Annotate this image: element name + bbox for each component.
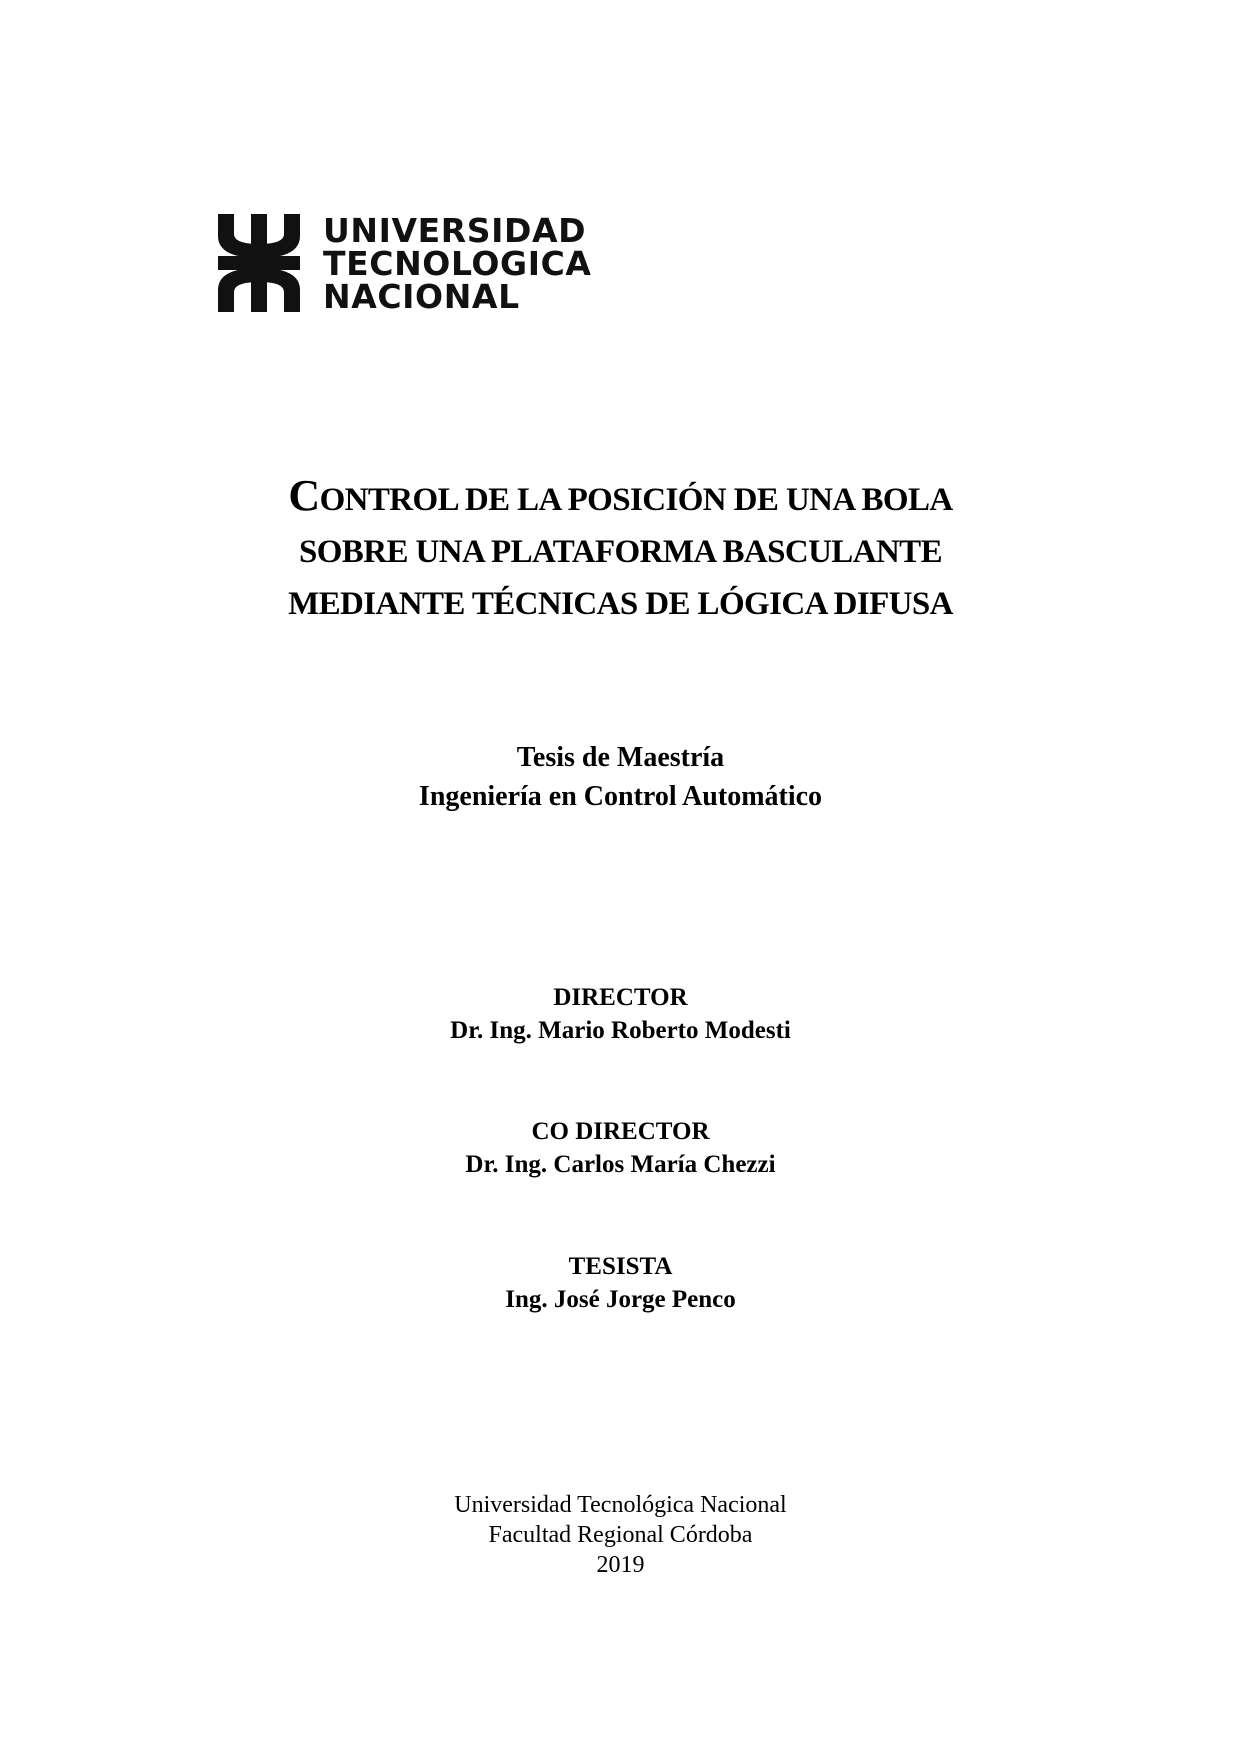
tesista-name: Ing. José Jorge Penco [505, 1286, 736, 1313]
utn-emblem-icon [218, 214, 300, 312]
logo-wordmark [323, 211, 592, 316]
institution-footer [0, 1490, 1241, 1580]
title-line-1 [0, 470, 1241, 526]
footer-year: 2019 [596, 1552, 645, 1578]
title-line-1-rest: ONTROL DE LA POSICIÓN DE UNA BOLA [319, 482, 953, 518]
director-role: DIRECTOR [553, 984, 688, 1011]
degree-type: Tesis de Maestría [516, 742, 725, 773]
thesis-title [0, 470, 1241, 630]
logo-line-1: UNIVERSIDAD [323, 211, 587, 250]
director-block [0, 981, 1241, 1047]
footer-university: Universidad Tecnológica Nacional [454, 1492, 787, 1518]
degree-subtitle [0, 738, 1241, 816]
tesista-role: TESISTA [568, 1253, 673, 1280]
tesista-block [0, 1250, 1241, 1316]
university-logo [218, 211, 638, 316]
codirector-name: Dr. Ing. Carlos María Chezzi [465, 1151, 776, 1178]
logo-line-2: TECNOLOGICA [323, 244, 592, 283]
degree-field: Ingeniería en Control Automático [418, 781, 823, 812]
codirector-role: CO DIRECTOR [531, 1118, 710, 1145]
logo-line-3: NACIONAL [323, 277, 520, 316]
footer-faculty: Facultad Regional Córdoba [488, 1522, 753, 1548]
title-line-2: SOBRE UNA PLATAFORMA BASCULANTE [298, 534, 942, 570]
title-line-3: MEDIANTE TÉCNICAS DE LÓGICA DIFUSA [288, 586, 953, 622]
codirector-block [0, 1115, 1241, 1181]
title-initial: C [288, 471, 320, 520]
director-name: Dr. Ing. Mario Roberto Modesti [450, 1017, 791, 1044]
